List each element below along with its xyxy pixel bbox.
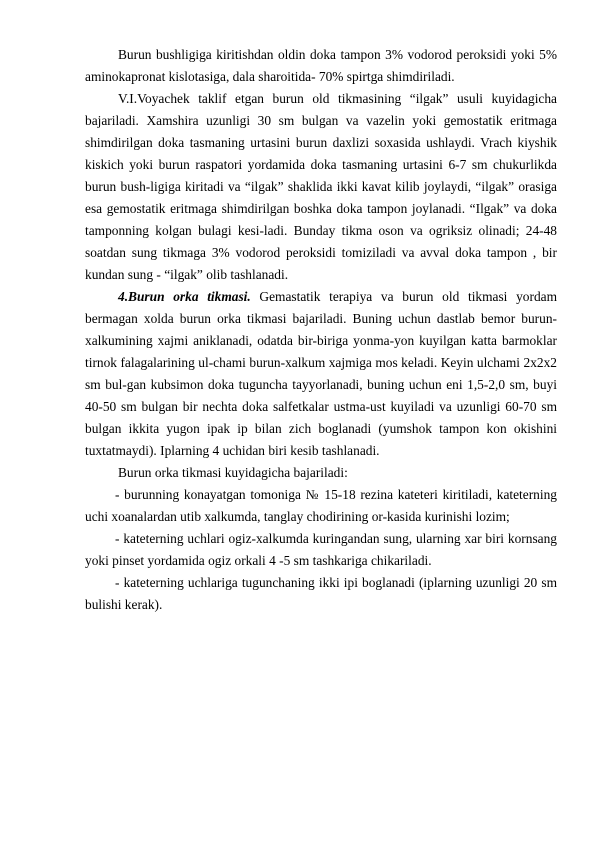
paragraph-text: - kateterning uchlariga tugunchaning ikki ipi boglanadi (iplarning uzunligi 20 sm bulishi kerak). — [85, 575, 557, 612]
list-item-catheter-extraction — [85, 528, 557, 572]
paragraph-tampon-preparation — [85, 44, 557, 88]
paragraph-text: Gemastatik terapiya va burun old tikmasi yordam bermagan xolda burun orka tikmasi bajariladi. Buning uchun dastlab bemor burun-xalkumining xajmi aniklanadi, odatda bir-biriga yonma-yon kuyilgan katta barmoklar tirnok falagalarining ul-chami burun-xalkum xajmiga mos keladi. Keyin ulchami 2x2x2 sm bul-gan kubsimon doka tuguncha tayyorlanadi, buning uchun eni 1,5-2,0 sm, buyi 40-50 sm bulgan bir nechta doka salfetkalar ustma-ust kuyiladi va uzunligi 60-70 sm bulgan ikkita yugon ipak ip bilan zich boglanadi (yumshok tampon kon okishini tuxtatmaydi). Iplarning 4 uchidan biri kesib tashlanadi. — [85, 289, 557, 458]
paragraph-procedure-intro — [85, 462, 557, 484]
list-item-thread-tying — [85, 572, 557, 616]
list-item-catheter-insertion — [85, 484, 557, 528]
paragraph-text: - burunning konayatgan tomoniga № 15-18 rezina kateteri kiritiladi, kateterning uchi xoanalardan utib xalkumda, tanglay chodirining or-kasida kurinishi lozim; — [85, 487, 557, 524]
paragraph-posterior-packing — [85, 286, 557, 462]
section-heading: 4.Burun orka tikmasi. — [118, 289, 251, 304]
paragraph-ilgak-method — [85, 88, 557, 286]
paragraph-text: Burun bushligiga kiritishdan oldin doka tampon 3% vodorod peroksidi yoki 5% aminokapronat kislotasiga, dala sharoitida- 70% spirtga shimdiriladi. — [85, 47, 557, 84]
document-page — [85, 44, 557, 616]
paragraph-text: Burun orka tikmasi kuyidagicha bajariladi: — [118, 465, 348, 480]
paragraph-text: - kateterning uchlari ogiz-xalkumda kuringandan sung, ularning xar biri kornsang yoki pinset yordamida ogiz orkali 4 -5 sm tashkariga chikariladi. — [85, 531, 557, 568]
paragraph-text: V.I.Voyachek taklif etgan burun old tikmasining “ilgak” usuli kuyidagicha bajariladi. Xamshira uzunligi 30 sm bulgan va vazelin yoki gemostatik eritmaga shimdirilgan doka tasmaning urtasini burun daxlizi soxasida ushlaydi. Vrach kiyshik kiskich yoki burun raspatori yordamida doka tasmaning urtasini 6-7 sm chukurlikda burun bush-ligiga kiritadi va “ilgak” shaklida ikki kavat kilib joylaydi, “ilgak” orasiga esa gemostatik eritmaga shimdirilgan boshka doka tampon joylanadi. “Ilgak” va doka tamponning kolgan bulagi kesi-ladi. Bunday tikma oson va ogriksiz olinadi; 24-48 soatdan sung tikmaga 3% vodorod peroksidi tomiziladi va avval doka tampon , bir kundan sung - “ilgak” olib tashlanadi. — [85, 91, 557, 282]
